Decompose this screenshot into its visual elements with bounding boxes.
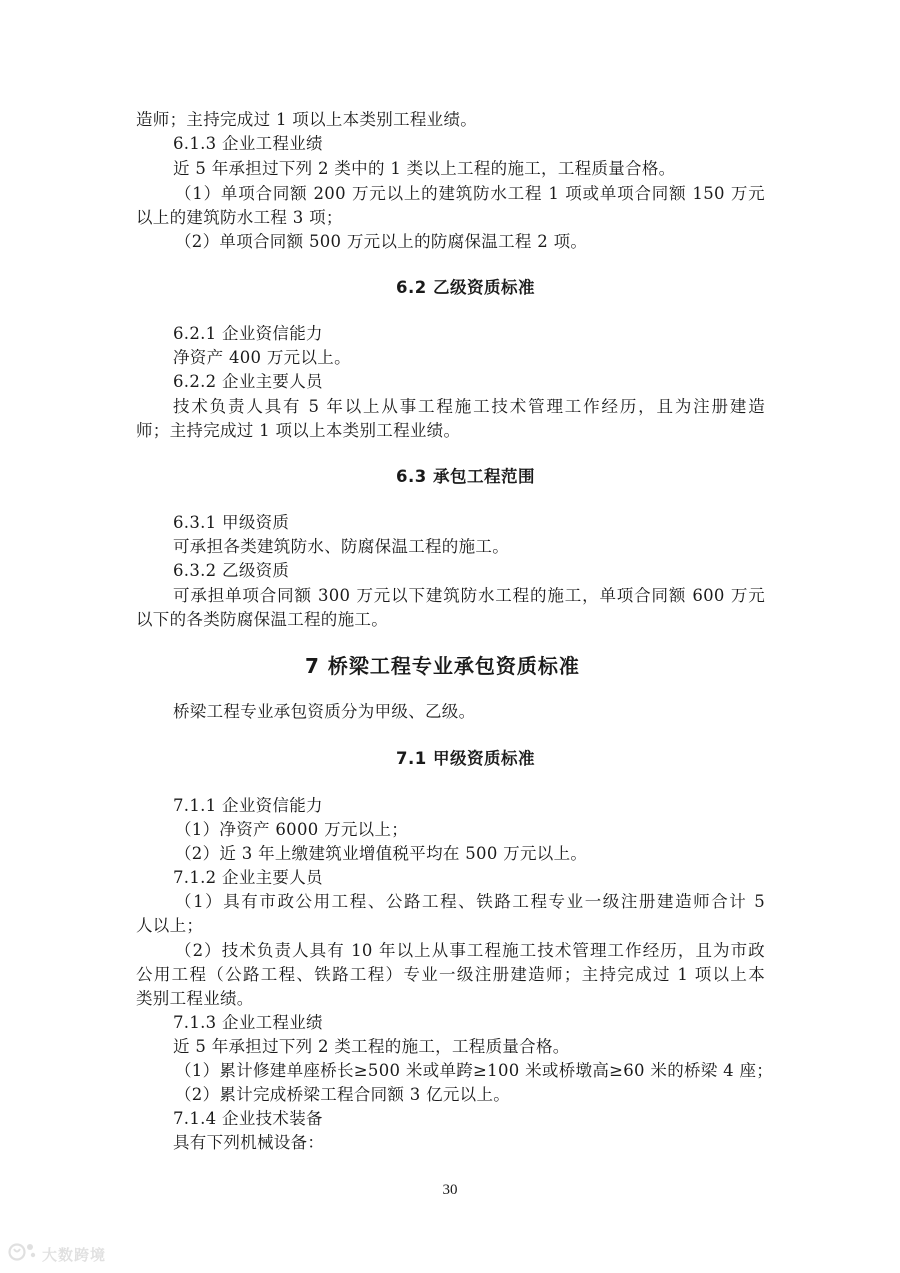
clause-heading: 6.2.2 企业主要人员 <box>173 372 323 391</box>
chapter-heading: 7 桥梁工程专业承包资质标准 <box>305 654 580 678</box>
brand-logo-icon <box>8 1241 38 1267</box>
text-line: （1）累计修建单座桥长≥500 米或单跨≥100 米或桥墩高≥60 米的桥梁 4 座； <box>175 1061 774 1080</box>
text-line: 人以上； <box>136 916 204 935</box>
text-line: （1）具有市政公用工程、公路工程、铁路工程专业一级注册建造师合计 5 <box>175 892 765 911</box>
text-line: （2）累计完成桥梁工程合同额 3 亿元以上。 <box>175 1085 511 1104</box>
section-heading: 6.3 承包工程范围 <box>396 467 535 486</box>
text-line: 可承担各类建筑防水、防腐保温工程的施工。 <box>173 537 509 556</box>
text-line: 桥梁工程专业承包资质分为甲级、乙级。 <box>173 702 476 721</box>
text-line: 净资产 400 万元以上。 <box>173 348 351 367</box>
text-line: 类别工程业绩。 <box>136 989 254 1008</box>
text-line: 近 5 年承担过下列 2 类中的 1 类以上工程的施工，工程质量合格。 <box>173 159 676 178</box>
section-heading: 6.2 乙级资质标准 <box>396 278 535 297</box>
text-line: 师；主持完成过 1 项以上本类别工程业绩。 <box>136 421 461 440</box>
clause-heading: 7.1.1 企业资信能力 <box>173 796 323 815</box>
watermark-text: 大数跨境 <box>42 1245 107 1264</box>
text-line: 公用工程（公路工程、铁路工程）专业一级注册建造师；主持完成过 1 项以上本 <box>136 965 765 984</box>
clause-heading: 6.2.1 企业资信能力 <box>173 324 323 343</box>
watermark <box>8 1243 106 1265</box>
text-line: 具有下列机械设备： <box>173 1133 325 1152</box>
text-line: 以下的各类防腐保温工程的施工。 <box>136 610 388 629</box>
text-line: （1）单项合同额 200 万元以上的建筑防水工程 1 项或单项合同额 150 万元 <box>175 184 765 203</box>
text-line: （2）单项合同额 500 万元以上的防腐保温工程 2 项。 <box>175 232 588 251</box>
clause-heading: 6.1.3 企业工程业绩 <box>173 134 323 153</box>
text-line: 以上的建筑防水工程 3 项； <box>136 208 343 227</box>
text-line: （1）净资产 6000 万元以上； <box>175 820 409 839</box>
clause-heading: 7.1.2 企业主要人员 <box>173 868 323 887</box>
clause-heading: 7.1.4 企业技术装备 <box>173 1109 323 1128</box>
text-line: 造师；主持完成过 1 项以上本类别工程业绩。 <box>136 110 478 129</box>
text-line: （2）近 3 年上缴建筑业增值税平均在 500 万元以上。 <box>175 844 588 863</box>
clause-heading: 6.3.1 甲级资质 <box>173 513 290 532</box>
section-heading: 7.1 甲级资质标准 <box>396 749 535 768</box>
text-line: 近 5 年承担过下列 2 类工程的施工，工程质量合格。 <box>173 1037 570 1056</box>
page-number: 30 <box>442 1182 458 1198</box>
clause-heading: 6.3.2 乙级资质 <box>173 561 290 580</box>
text-line: 技术负责人具有 5 年以上从事工程施工技术管理工作经历，且为注册建造 <box>173 397 765 416</box>
clause-heading: 7.1.3 企业工程业绩 <box>173 1013 323 1032</box>
text-line: （2）技术负责人具有 10 年以上从事工程施工技术管理工作经历，且为市政 <box>175 941 765 960</box>
text-line: 可承担单项合同额 300 万元以下建筑防水工程的施工，单项合同额 600 万元 <box>173 586 765 605</box>
